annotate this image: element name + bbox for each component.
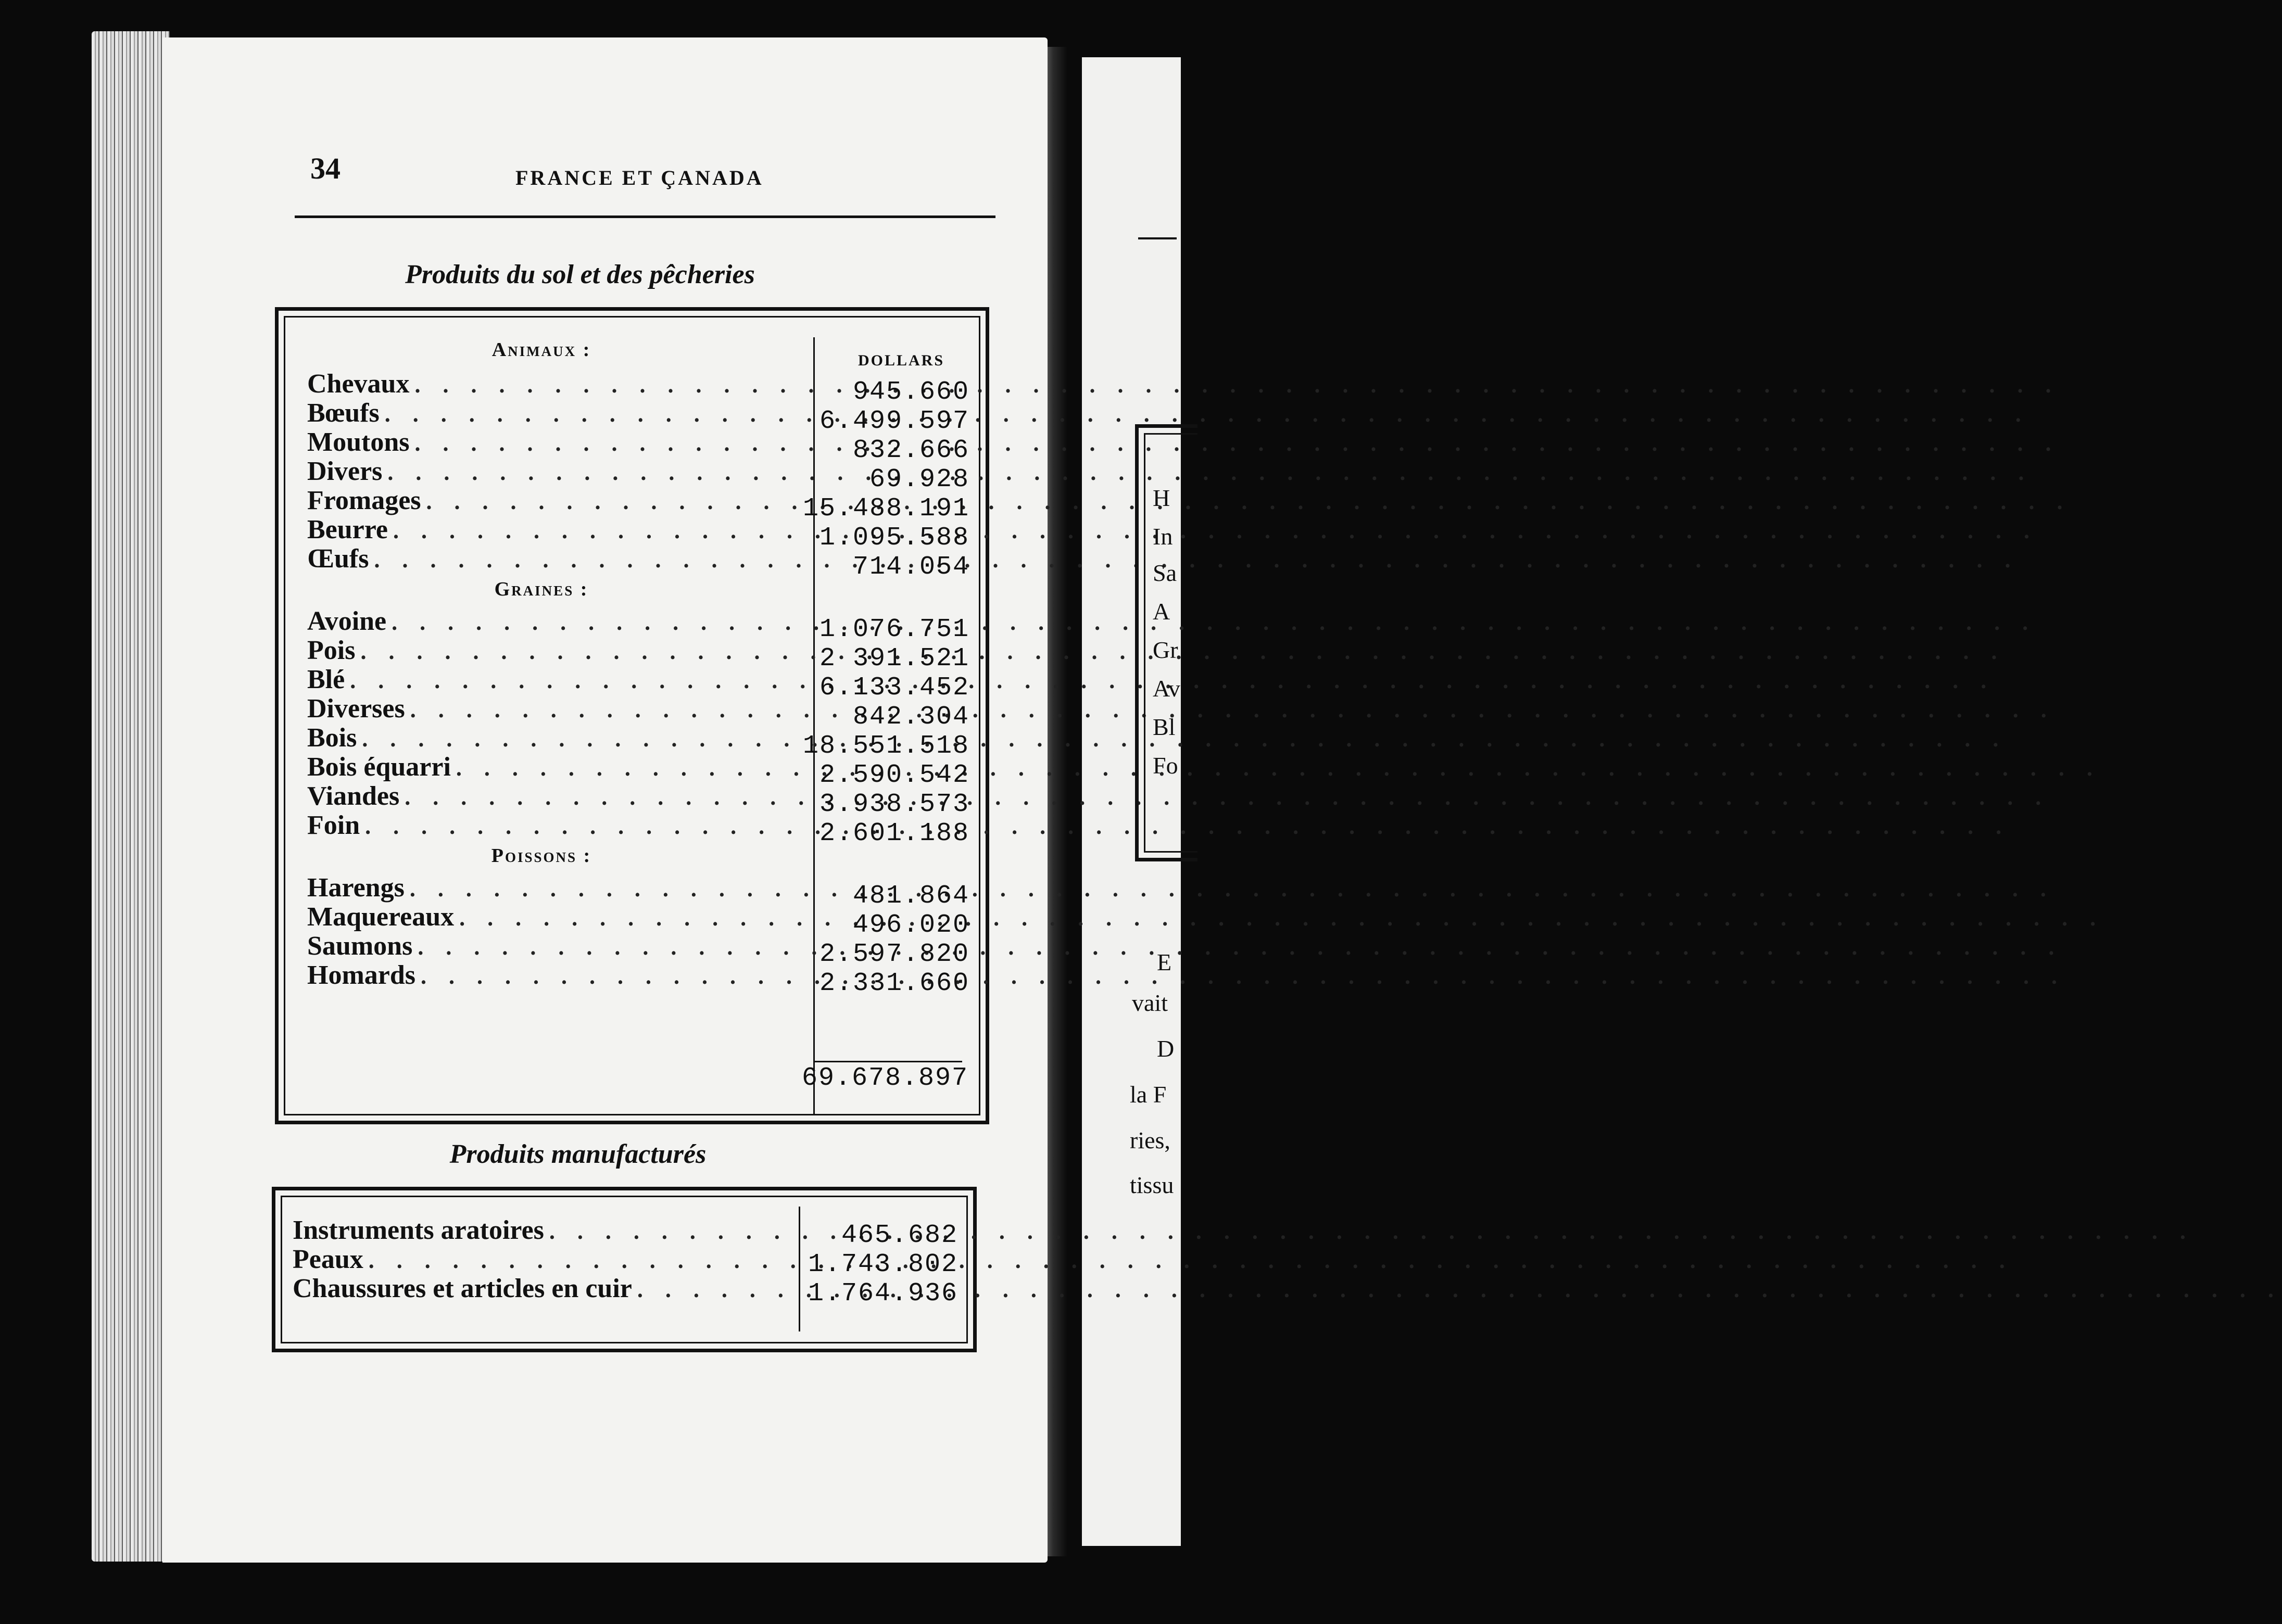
page-number: 34 [310,151,341,185]
table-row [307,753,807,782]
header-rule [295,215,995,218]
row-value: 3.938.573 [819,790,969,819]
table2-title: Produits manufacturés [449,1139,707,1169]
row-value: 832.666 [852,436,969,465]
facing-table-line: Av [1153,675,1180,702]
row-value: 481.864 [852,881,969,911]
table-row [293,1216,792,1245]
table-row [307,457,807,486]
row-value: 1.764.936 [808,1279,958,1309]
row-label: Foin [307,810,360,840]
group-heading: Poissons : [491,845,592,867]
row-value: 2.601.188 [819,819,969,848]
table-row [307,399,807,428]
table-row [293,1274,792,1303]
facing-text-line: vait [1132,989,1168,1016]
row-label: Œufs [307,544,369,574]
table-row [307,873,807,903]
leader-dots [392,608,2036,637]
table1-total: 69.678.897 [802,1063,969,1093]
table-row [307,607,807,636]
row-label: Blé [307,665,345,694]
row-value: 2.590.542 [819,760,969,790]
row-value: 69.928 [869,465,969,494]
group-heading: Graines : [494,578,589,600]
row-value: 15.488.191 [802,494,969,524]
row-label: Diverses [307,694,405,724]
row-label: Moutons [307,427,410,457]
row-value: 2.331.660 [819,969,969,998]
leader-dots [387,458,2032,487]
row-label: Divers [307,456,383,486]
table-row [307,665,807,694]
facing-table-line: A [1153,598,1170,625]
table-row [307,636,807,665]
running-title: FRANCE ET ÇANADA [515,166,764,189]
leader-dots [369,1246,2013,1275]
group-heading: Animaux : [491,339,591,361]
leader-dots [549,1217,2194,1246]
facing-table-line: Gr [1153,637,1178,663]
table-row [307,961,807,990]
table-row [307,428,807,457]
leader-dots [385,400,2029,429]
row-label: Saumons [307,931,413,961]
row-value: 465.682 [841,1221,958,1250]
row-value: 1.095.588 [819,523,969,553]
facing-table-line: In [1153,523,1173,550]
table-row [307,694,807,724]
leader-dots [405,783,2049,812]
facing-header-rule [1138,237,1177,239]
row-value: 496.020 [852,910,969,940]
table1-title: Produits du sol et des pêcheries [405,260,755,289]
leader-dots [459,904,2104,933]
facing-text-line: D [1157,1035,1175,1062]
row-label: Viandes [307,781,400,811]
leader-dots [421,962,2065,991]
table-row [307,782,807,811]
leader-dots [414,429,2059,458]
row-value: 6.133.452 [819,673,969,703]
row-value: 2.597.820 [819,940,969,969]
facing-text-line: ries, [1130,1127,1170,1153]
table-row [307,811,807,840]
row-label: Maquereaux [307,902,455,932]
leader-dots [456,754,2101,783]
facing-table-line: H [1153,485,1170,511]
total-rule [813,1061,962,1062]
row-value: 18.551.518 [802,731,969,761]
row-value: 2 391.521 [819,644,969,674]
unit-header: DOLLARS [858,352,945,369]
table-row [307,724,807,753]
row-label: Bois [307,723,357,753]
row-label: Beurre [307,515,388,544]
facing-table-line: Sa [1153,560,1177,586]
table-row [307,903,807,932]
row-value: 1.743.802 [808,1250,958,1279]
row-label: Peaux [293,1245,363,1274]
table-row [307,544,807,574]
leader-dots [410,874,2054,904]
leader-dots [418,933,2062,962]
row-value: 6.499.597 [819,407,969,436]
row-label: Chevaux [307,369,410,399]
row-label: Bois équarri [307,752,451,782]
leader-dots [414,371,2059,400]
table-row [307,932,807,961]
row-label: Homards [307,960,415,990]
leader-dots [410,695,2055,725]
table-row [307,486,807,515]
table-row [293,1245,792,1274]
row-label: Pois [307,636,356,665]
table-row [307,370,807,399]
row-label: Chaussures et articles en cuir [293,1274,632,1303]
facing-table-line: Bl [1153,714,1176,740]
leader-dots [426,487,2071,516]
table-row [307,515,807,544]
row-value: 1.076.751 [819,615,969,644]
facing-table-line: Fo [1153,752,1178,779]
row-value: 714.054 [852,552,969,582]
row-label: Harengs [307,873,405,903]
leader-dots [393,516,2038,545]
row-label: Instruments aratoires [293,1215,544,1245]
row-label: Bœufs [307,398,380,428]
facing-text-line: E [1157,949,1172,975]
row-value: 842.304 [852,702,969,732]
row-value: 945.660 [852,377,969,407]
facing-text-line: la F [1130,1081,1167,1108]
facing-text-line: tissu [1130,1172,1174,1198]
row-label: Fromages [307,486,421,515]
row-label: Avoine [307,606,387,636]
